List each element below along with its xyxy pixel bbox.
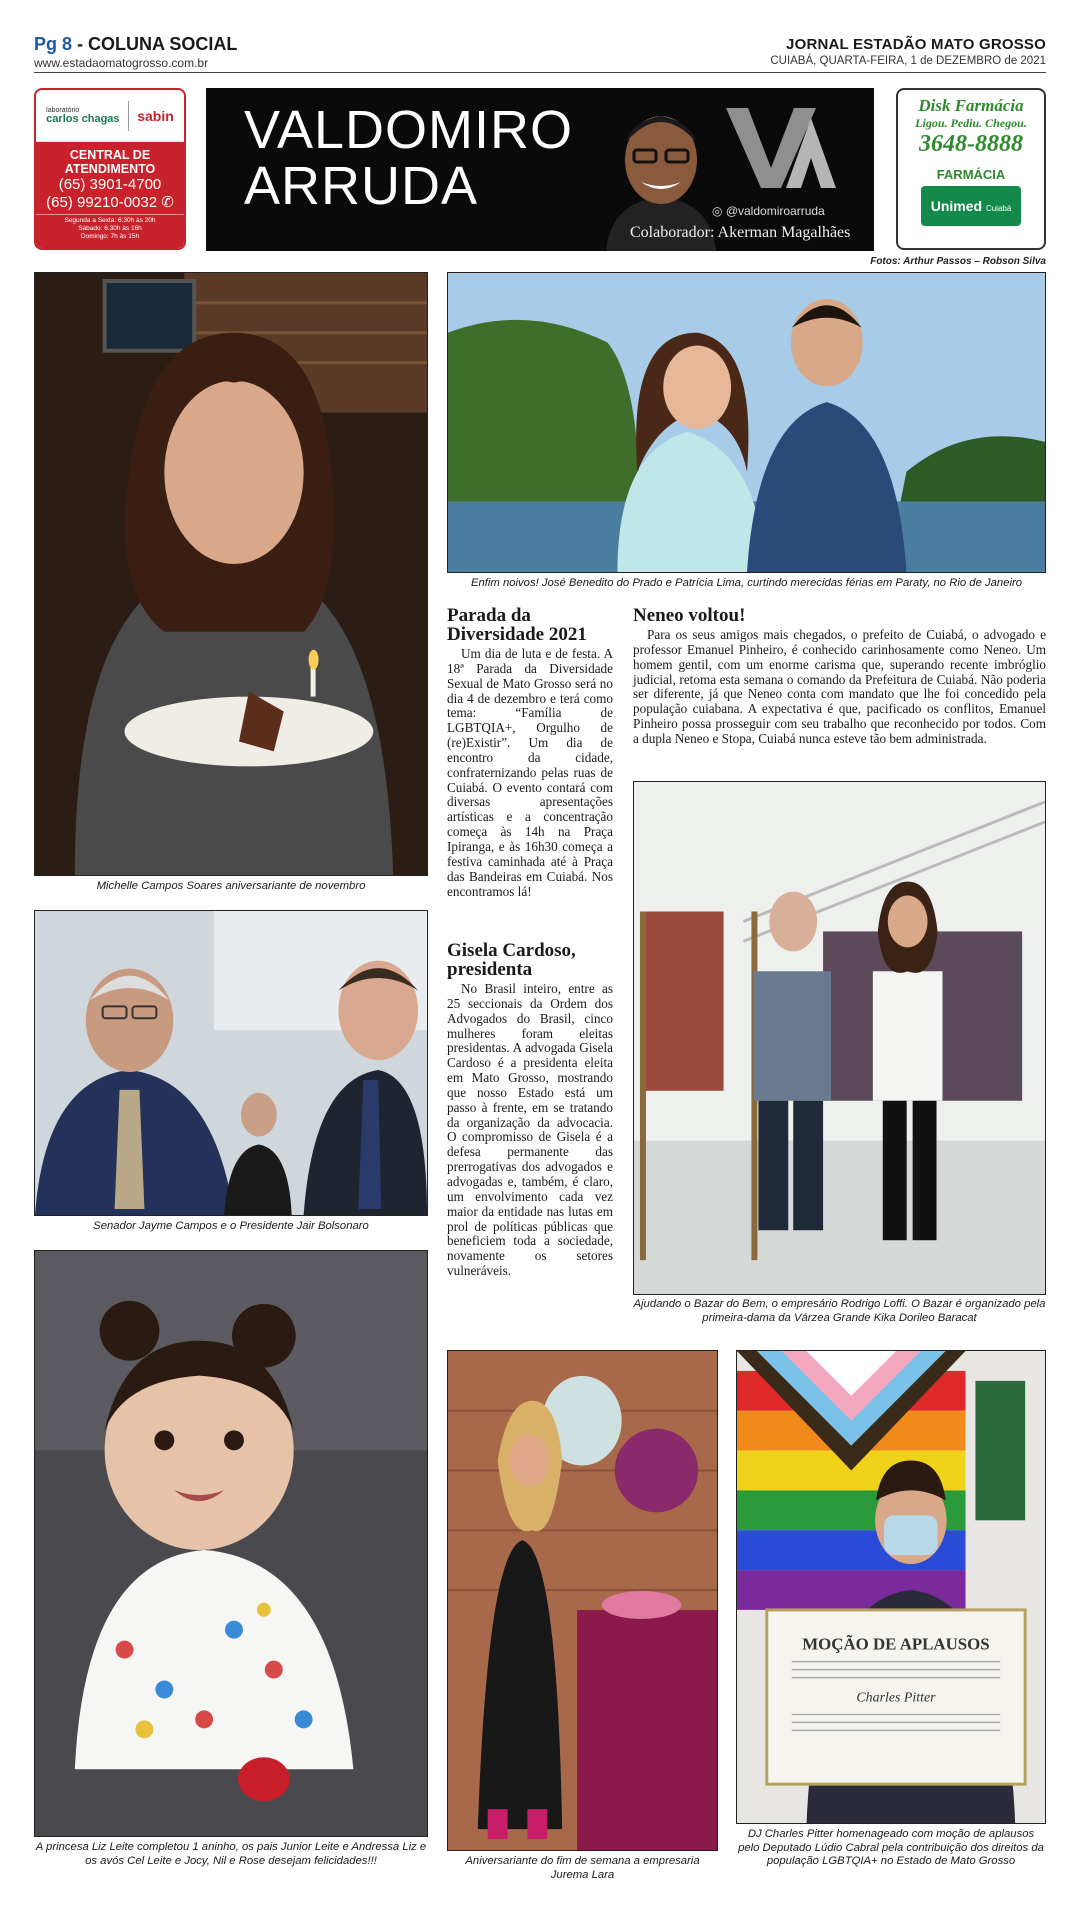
pharmacy-advertisement[interactable] [896, 88, 1046, 250]
article-parada-diversidade [447, 606, 613, 899]
carlos-chagas-logo: laboratório carlos chagas [46, 106, 120, 125]
whatsapp-icon: ✆ [161, 194, 174, 211]
instagram-handle[interactable]: ◎ @valdomiroarruda [712, 204, 825, 218]
article-parada-title: Parada da Diversidade 2021 [447, 605, 587, 645]
article-gisela-title: Gisela Cardoso, presidenta [447, 940, 576, 980]
lab-phone-2[interactable]: (65) 99210-0032 ✆ [46, 194, 174, 211]
site-url[interactable]: www.estadaomatogrosso.com.br [34, 56, 209, 70]
photo-michelle-birthday [34, 272, 428, 876]
caption-michelle: Michelle Campos Soares aniversariante de novembro [96, 880, 366, 892]
page-number-label: Pg 8 [34, 34, 73, 54]
photo-credits: Fotos: Arthur Passos – Robson Silva [870, 256, 1046, 267]
caption-liz-leite: A princesa Liz Leite completou 1 aninho, os pais Junior Leite e Andressa Liz e os avós Cel Leite e Jocy, Nil e Rose desejam felicidades!!! [35, 1841, 427, 1867]
photo-charles-pitter [736, 1350, 1046, 1824]
header-divider [34, 72, 1046, 73]
lab-contact-box [36, 142, 184, 250]
unimed-logo: Unimed Cuiabá [921, 186, 1021, 226]
dateline: CUIABÁ, QUARTA-FEIRA, 1 de DEZEMBRO de 2021 [770, 55, 1046, 67]
lab-phone-1[interactable]: (65) 3901-4700 [58, 176, 162, 193]
va-monogram [726, 108, 836, 188]
certificate-title: MOÇÃO DE APLAUSOS [802, 1634, 990, 1654]
article-gisela-cardoso [447, 941, 613, 1279]
page-header-left [34, 34, 237, 70]
instagram-icon: ◎ [712, 204, 723, 218]
pharmacy-title: Disk Farmácia [918, 96, 1024, 115]
collaborator-credit: Colaborador: Akerman Magalhães [630, 224, 851, 241]
caption-engaged-couple: Enfim noivos! José Benedito do Prado e Patrícia Lima, curtindo merecidas férias em Paraty, no Rio de Janeiro [470, 577, 1023, 589]
newspaper-name: JORNAL ESTADÃO MATO GROSSO [786, 36, 1046, 53]
pharmacy-slogan: Ligou. Pediu. Chegou. [915, 116, 1027, 130]
lab-logos [36, 90, 184, 142]
article-parada-body: Um dia de luta e de festa. A 18ª Parada da Diversidade Sexual de Mato Grosso será no dia 4 de dezembro e terá como tema: “Família de LGBTQIA+, Orgulho de (re)Existir”. Um dia de encontro da cidade, confraternizando pelas ruas de Cuiabá. O evento contará com diversas apresentações artísticas e a concentração começa às 14h na Praça Ipiranga, e às 16h30 começa a festiva caminhada até à Praça das Bandeiras em Cuiabá. Nos encontramos lá! [447, 646, 613, 899]
caption-jurema-lara: Aniversariante do fim de semana a empresaria Jurema Lara [465, 1855, 700, 1881]
article-neneo-body: Para os seus amigos mais chegados, o prefeito de Cuiabá, o advogado e professor Emanuel Pinheiro, é conhecido carinhosamente como Neneo. Um homem gentil, com um enorme carisma que, superando recente imbróglio judicial, retoma esta semana o comando da Prefeitura de Cuiabá. Não poderia ser diferente, já que Neneo conta com mandato que lhe foi concedido pela população cuiabana. A expectativa é que, pacificado os conflitos, Emanuel Pinheiro possa prosseguir com seu trabalho que reconhecido por todos. Com a dupla Neneo e Stopa, Cuiabá nunca esteve tão bem administrada. [633, 627, 1046, 746]
lab-advertisement[interactable] [34, 88, 186, 250]
article-neneo-voltou [633, 606, 1046, 747]
pharmacy-label: FARMÁCIA [936, 167, 1006, 182]
page-section-label [34, 34, 237, 55]
page-header-right [770, 36, 1046, 67]
article-neneo-title: Neneo voltou! [633, 605, 746, 626]
photo-liz-leite [34, 1250, 428, 1837]
sabin-logo: sabin [137, 107, 174, 124]
photo-engaged-couple [447, 272, 1046, 573]
caption-bazar-do-bem: Ajudando o Bazar do Bem, o empresário Rodrigo Loffi. O Bazar é organizado pela primeira-dama da Várzea Grande Kika Dorileo Baracat [633, 1298, 1046, 1324]
article-gisela-body: No Brasil inteiro, entre as 25 seccionais da Ordem dos Advogados do Brasil, cinco mulheres foram eleitas presidentas. A advogada Gisela Cardoso é a presidenta eleita em Mato Grosso, mostrando que nosso Estado está um passo à frente, em se tratando da organização da advocacia. O compromisso de Gisela é a defesa permanente das prerrogativas dos advogados e advogadas e, também, é claro, um envolvimento cada vez maior da entidade nas lutas em prol de políticas públicas que beneficiem toda a sociedade, novamente os setores vulneráveis. [447, 981, 613, 1279]
photo-jurema-lara [447, 1350, 718, 1851]
caption-senator-president: Senador Jayme Campos e o Presidente Jair Bolsonaro [93, 1220, 369, 1232]
photo-senator-president [34, 910, 428, 1216]
pharmacy-phone[interactable]: 3648-8888 [919, 131, 1023, 157]
section-name: - COLUNA SOCIAL [77, 34, 238, 54]
lab-hours: Segunda a Sexta: 6:30h às 20h Sábado: 6:30h às 16h Domingo: 7h às 15h [36, 214, 184, 241]
lab-title: CENTRAL DE ATENDIMENTO [64, 148, 156, 176]
certificate-name: Charles Pitter [856, 1690, 936, 1706]
column-banner [206, 88, 874, 251]
photo-bazar-do-bem [633, 781, 1046, 1295]
caption-charles-pitter: DJ Charles Pitter homenageado com moção de aplausos pelo Deputado Lúdio Cabral pela contribuição dos direitos da população LGBTQIA+ no Estado de Mato Grosso [738, 1828, 1044, 1867]
columnist-name: VALDOMIRO ARRUDA [244, 100, 574, 216]
